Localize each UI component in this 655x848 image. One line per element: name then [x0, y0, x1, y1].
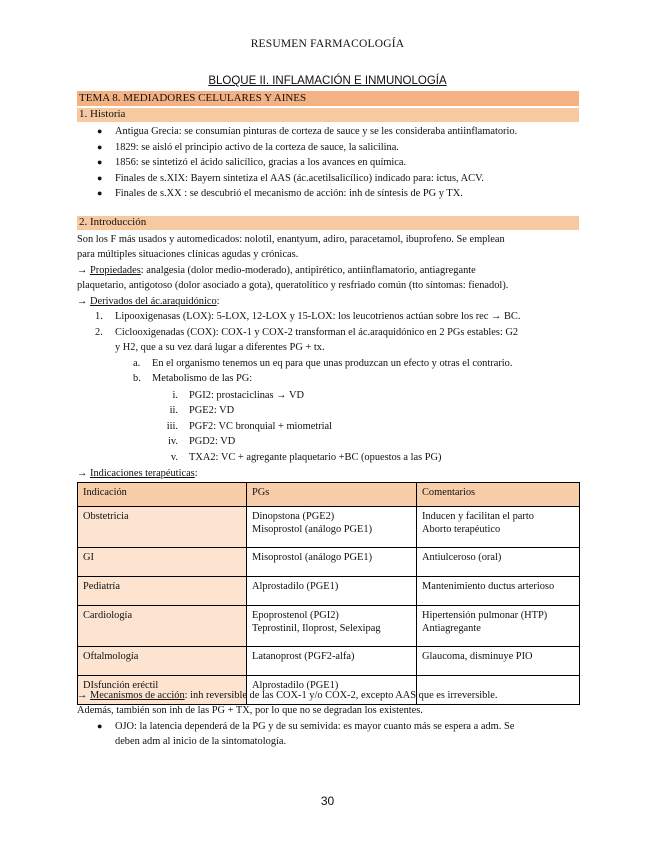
mecanismo-text: : inh reversible de las COX-1 y/o COX-2, excepto AAS que es irreversible.	[184, 690, 498, 701]
cell-line: Latanoprost (PGF2-alfa)	[252, 651, 355, 662]
propiedades-line	[77, 263, 476, 278]
intro-paragraph-line: para múltiples situaciones clínicas agudas y crónicas.	[77, 249, 299, 260]
indicaciones-line	[77, 466, 198, 481]
table-header-row	[78, 483, 580, 507]
arrow: →	[77, 690, 88, 701]
cell-line: Misoprostol (análogo PGE1)	[252, 524, 373, 535]
bullet-dot: ●	[97, 721, 103, 731]
table-cell	[417, 647, 580, 676]
arrow: →	[77, 296, 88, 307]
running-header: RESUMEN FARMACOLOGÍA	[250, 38, 405, 50]
roman-item: TXA2: VC + agregante plaquetario +BC (opuestos a las PG)	[189, 452, 442, 463]
page-number: 30	[320, 794, 335, 808]
ojo-line-2: deben adm al inicio de la sintomatología.	[115, 736, 287, 747]
indicaciones-label: Indicaciones terapéuticas	[90, 468, 195, 479]
cell-line: Cardiología	[83, 610, 133, 621]
historia-title: 1. Historia	[79, 108, 126, 120]
table-cell	[78, 647, 247, 676]
roman-num: iv.	[167, 436, 178, 447]
table-row	[78, 647, 580, 676]
mecanismo-line-2: Además, también son inh de las PG + TX, por lo que no se degradan los existentes.	[77, 705, 423, 716]
cell-line: Oftalmología	[83, 651, 139, 662]
historia-item: Finales de s.XX : se descubrió el mecanismo de acción: inh de síntesis de PG y TX.	[115, 188, 463, 199]
tema-title: TEMA 8. MEDIADORES CELULARES Y AINES	[79, 92, 307, 104]
ojo-line: OJO: la latencia dependerá de la PG y de su semivida: es mayor cuanto más se espera a adm. Se	[115, 721, 515, 732]
roman-item: PGD2: VD	[189, 436, 236, 447]
bullet-dot: ●	[97, 173, 103, 183]
historia-item: 1856: se sintetizó el ácido salicílico, gracias a los avances en química.	[115, 157, 407, 168]
table-row	[78, 507, 580, 548]
sub-item: Metabolismo de las PG:	[152, 373, 253, 384]
historia-item: 1829: se aisló el principio activo de la corteza de sauce, la salicilina.	[115, 142, 399, 153]
cell-line: Epoprostenol (PGI2)	[252, 610, 339, 621]
mecanismo-line	[77, 688, 497, 703]
intro-title: 2. Introducción	[79, 216, 147, 228]
table-row	[78, 577, 580, 606]
cell-line: Antiagregante	[422, 623, 481, 634]
mecanismo-label: Mecanismos de acción	[90, 690, 185, 701]
sub-num: b.	[133, 373, 141, 384]
arrow: →	[77, 265, 88, 276]
cell-line: Alprostadilo (PGE1)	[252, 581, 339, 592]
bullet-dot: ●	[97, 142, 103, 152]
roman-num: i.	[172, 390, 178, 401]
deriv-item-cont: y H2, que a su vez dará lugar a diferentes PG + tx.	[115, 342, 325, 353]
table-header-cell: Indicación	[78, 483, 247, 507]
table-cell	[417, 507, 580, 548]
deriv-num: 2.	[95, 327, 103, 338]
roman-num: v.	[170, 452, 178, 463]
cell-line: Aborto terapéutico	[422, 524, 501, 535]
bullet-dot: ●	[97, 126, 103, 136]
cell-line: Glaucoma, disminuye PIO	[422, 651, 533, 662]
arrow: →	[77, 468, 88, 479]
table-cell	[78, 507, 247, 548]
cell-line: Misoprostol (análogo PGE1)	[252, 552, 373, 563]
cell-line: Teprostinil, Iloprost, Selexipag	[252, 623, 381, 634]
propiedades-line-2: plaquetario, antigotoso (dolor asociado a gota), queratolítico y resfriado común (tto síntomas: fienadol).	[77, 280, 509, 291]
table-row	[78, 606, 580, 647]
cell-line: Dinopstona (PGE2)	[252, 511, 335, 522]
historia-bar	[77, 108, 579, 122]
derivados-line	[77, 294, 220, 309]
deriv-item: Lipooxigenasas (LOX): 5-LOX, 12-LOX y 15-LOX: los leucotrienos actúan sobre los rec → BC.	[115, 311, 521, 322]
block-title: BLOQUE II. INFLAMACIÓN E INMUNOLOGÍA	[208, 75, 447, 87]
table-header-cell: Comentarios	[417, 483, 580, 507]
propiedades-text: : analgesia (dolor medio-moderado), antipirético, antiinflamatorio, antiagregante	[140, 265, 476, 276]
table-cell	[247, 577, 417, 606]
historia-item: Antigua Grecia: se consumían pinturas de corteza de sauce y se les consideraba antiinflamatorio.	[115, 126, 518, 137]
cell-line: Pediatría	[83, 581, 120, 592]
cell-line: Mantenimiento ductus arterioso	[422, 581, 555, 592]
table-row	[78, 548, 580, 577]
derivados-label: Derivados del ác.araquidónico	[90, 296, 217, 307]
colon: :	[194, 468, 198, 479]
table-cell	[78, 577, 247, 606]
colon: :	[216, 296, 220, 307]
roman-item: PGF2: VC bronquial + miometrial	[189, 421, 333, 432]
cell-line: DIsfunción eréctil	[83, 680, 159, 691]
table-header-cell: PGs	[247, 483, 417, 507]
cell-line: Antiulceroso (oral)	[422, 552, 502, 563]
table-cell	[417, 577, 580, 606]
roman-item: PGE2: VD	[189, 405, 235, 416]
cell-line: GI	[83, 552, 94, 563]
table-cell	[247, 507, 417, 548]
intro-bar	[77, 216, 579, 230]
propiedades-label: Propiedades	[90, 265, 141, 276]
roman-item: PGI2: prostaciclinas → VD	[189, 390, 304, 401]
sub-item: En el organismo tenemos un eq para que unas produzcan un efecto y otras el contrario.	[152, 358, 513, 369]
table-cell	[78, 606, 247, 647]
bullet-dot: ●	[97, 157, 103, 167]
table-cell	[247, 606, 417, 647]
cell-line: Inducen y facilitan el parto	[422, 511, 534, 522]
table-cell	[417, 548, 580, 577]
deriv-item: Ciclooxigenadas (COX): COX-1 y COX-2 transforman el ác.araquidónico en 2 PGs estables: G2	[115, 327, 519, 338]
table-cell	[78, 548, 247, 577]
cell-line: Alprostadilo (PGE1)	[252, 680, 339, 691]
indications-table	[77, 482, 580, 705]
intro-paragraph-line: Son los F más usados y automedicados: nolotil, enantyum, adiro, paracetamol, ibuprofeno. Se emplean	[77, 234, 505, 245]
sub-num: a.	[133, 358, 141, 369]
table-cell	[247, 548, 417, 577]
bullet-dot: ●	[97, 188, 103, 198]
historia-item: Finales de s.XIX: Bayern sintetiza el AAS (ác.acetilsalicílico) indicado para: ictus, ACV.	[115, 173, 484, 184]
roman-num: ii.	[169, 405, 178, 416]
cell-line: Hipertensión pulmonar (HTP)	[422, 610, 548, 621]
roman-num: iii.	[166, 421, 178, 432]
deriv-num: 1.	[95, 311, 103, 322]
table-cell	[417, 606, 580, 647]
table-body	[78, 507, 580, 705]
cell-line: Obstetricia	[83, 511, 129, 522]
table-cell	[247, 647, 417, 676]
